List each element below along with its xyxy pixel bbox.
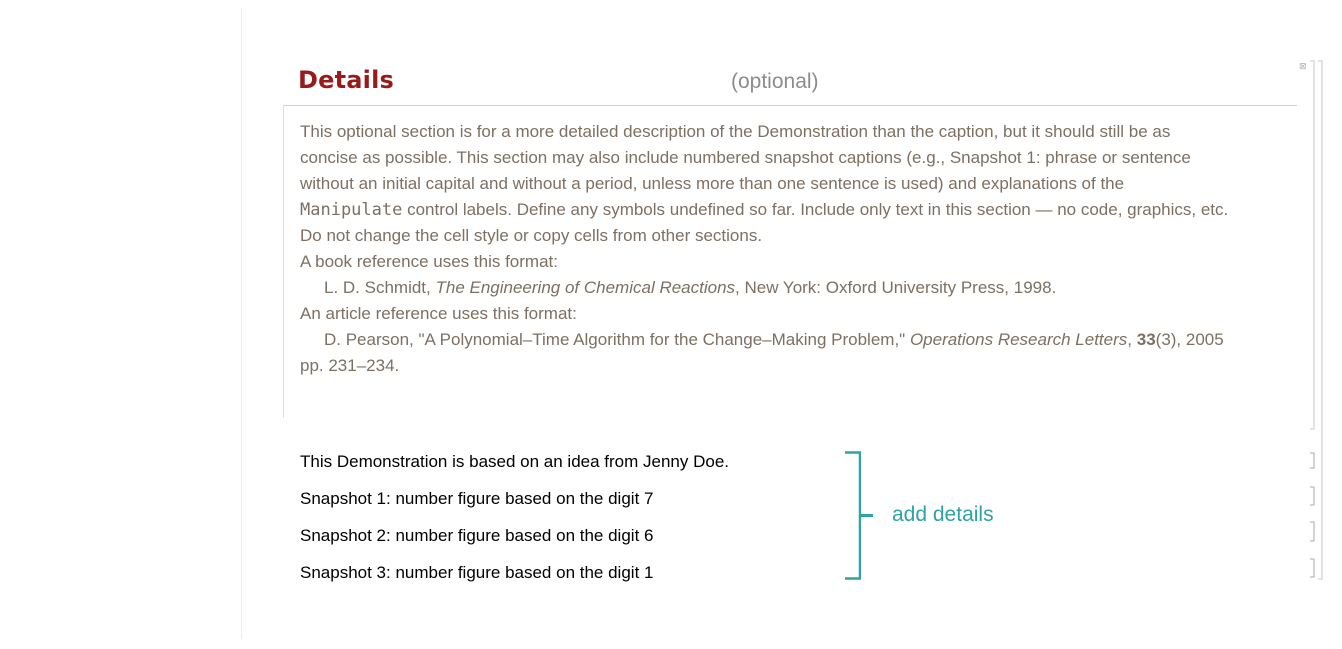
section-heading: Details — [298, 66, 395, 94]
detail-line[interactable]: Snapshot 2: number figure based on the digit 6 — [300, 526, 654, 545]
annotation-label: add details — [892, 503, 994, 526]
close-icon[interactable]: ⊠ — [1299, 61, 1307, 71]
book-reference-intro: A book reference uses this format: — [300, 252, 558, 271]
details-text-cell[interactable] — [300, 119, 1230, 379]
detail-lines — [300, 449, 729, 597]
article-reference: D. Pearson, "A Polynomial–Time Algorithm for the Change–Making Problem," Operations Research Letters, 33(3), 2005 pp. 231–234. — [300, 330, 1224, 375]
detail-line[interactable]: Snapshot 3: number figure based on the digit 1 — [300, 563, 654, 582]
left-margin-rule — [241, 8, 242, 639]
section-divider — [283, 105, 1297, 106]
code-manipulate: Manipulate — [300, 200, 403, 220]
book-title: The Engineering of Chemical Reactions — [435, 278, 736, 297]
section-left-rule — [283, 105, 284, 418]
cell-brackets[interactable] — [1296, 60, 1326, 590]
book-reference: L. D. Schmidt, The Engineering of Chemical Reactions, New York: Oxford University Press, 1998. — [324, 278, 1057, 297]
journal-volume: 33 — [1136, 330, 1156, 349]
annotation-bracket-icon — [845, 451, 861, 580]
optional-note: (optional) — [731, 70, 819, 93]
detail-line[interactable]: Snapshot 1: number figure based on the digit 7 — [300, 489, 654, 508]
detail-line[interactable]: This Demonstration is based on an idea from Jenny Doe. — [300, 452, 730, 471]
details-paragraph: This optional section is for a more detailed description of the Demonstration than the caption, but it should still be as concise as possible. This section may also include numbered snapshot captions (e.g., Snapshot 1: phrase or sentence without an initial capital and without a period, unless more than one sentence is used) and explanations of the Manipulate control labels. Define any symbols undefined so far. Include only text in this section — no code, graphics, etc. Do not change the cell style or copy cells from other sections. — [300, 122, 1229, 245]
article-reference-intro: An article reference uses this format: — [300, 304, 577, 323]
annotation-pointer — [860, 514, 873, 517]
journal-title: Operations Research Letters — [909, 330, 1128, 349]
